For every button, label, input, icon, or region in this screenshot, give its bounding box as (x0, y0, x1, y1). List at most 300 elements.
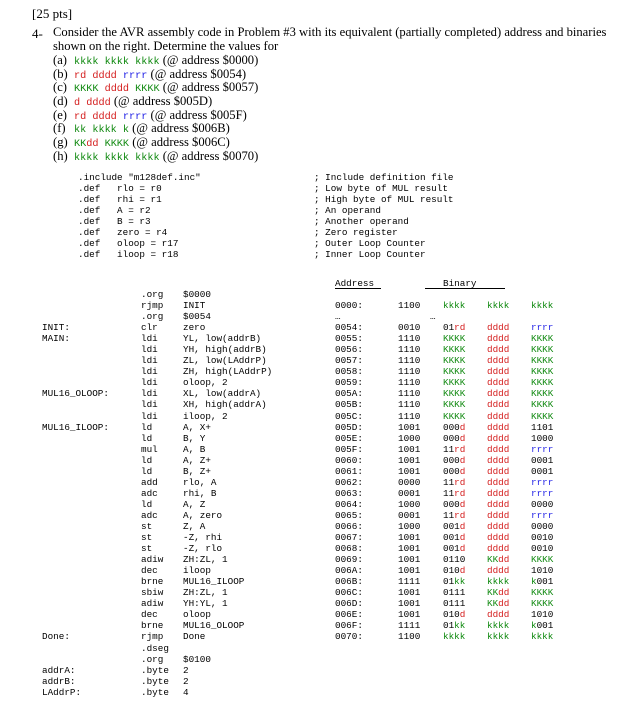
bit-segment: rrrr (531, 509, 554, 521)
address: 0000: (335, 300, 363, 312)
operands: YH, high(addrB) (183, 344, 267, 356)
instruction: clr (141, 322, 158, 334)
code-row (0, 311, 632, 322)
bit-segment: 1000 (398, 498, 421, 510)
question-part (53, 150, 258, 164)
binary-nibble (531, 344, 553, 355)
binary-nibble (398, 499, 420, 510)
bit-segment: 11 (443, 443, 455, 455)
code-row (0, 654, 632, 665)
binary-nibble (443, 587, 465, 598)
binary-nibble (487, 388, 509, 399)
binary-nibble (531, 609, 553, 620)
binary-nibble (443, 411, 465, 422)
instruction: st (141, 520, 153, 532)
binary-nibble (443, 499, 465, 510)
address: 005F: (335, 443, 363, 455)
bit-segment: d (459, 520, 466, 532)
directive-text: .def rlo = r0 (78, 183, 162, 195)
bit-segment: rd (454, 509, 466, 521)
instruction: ld (141, 454, 153, 466)
binary-nibble (487, 466, 509, 477)
bit-segment: KKKK (531, 399, 554, 411)
bit-segment: d (459, 465, 466, 477)
binary-nibble (531, 455, 553, 466)
code-row (0, 587, 632, 598)
question-part (53, 95, 258, 109)
operands: A, zero (183, 509, 223, 521)
bit-segment: 1001 (398, 554, 421, 566)
bit-segment: 000 (443, 465, 460, 477)
binary-nibble (487, 510, 509, 521)
bit-segment: 0001 (398, 509, 421, 521)
address: 006B: (335, 576, 363, 588)
bit-segment: KKKK (443, 377, 466, 389)
bit-segment: d (459, 565, 466, 577)
directive-text: .def iloop = r18 (78, 249, 179, 261)
code-row (0, 344, 632, 355)
binary-nibble (531, 422, 553, 433)
address: 0059: (335, 377, 363, 389)
bit-segment: dddd (487, 432, 510, 444)
binary-nibble (487, 477, 509, 488)
code-row (0, 643, 632, 654)
binary-nibble (531, 620, 553, 631)
operands: B, Z+ (183, 465, 211, 477)
comment-text: ; Zero register (314, 227, 398, 239)
part-bitfield (74, 71, 147, 82)
code-row (0, 444, 632, 455)
instruction: brne (141, 620, 164, 632)
bitfield-segment: dd (86, 139, 99, 151)
binary-nibble (531, 333, 553, 344)
operands: A, X+ (183, 421, 211, 433)
binary-nibble (443, 388, 465, 399)
bit-segment: KKKK (531, 388, 554, 400)
address: 005E: (335, 432, 363, 444)
bit-segment: kkkk (531, 631, 554, 643)
bitfield-segment: dddd (98, 84, 136, 96)
bit-segment: 0001 (531, 454, 554, 466)
code-row (0, 665, 632, 676)
binary-nibble (487, 366, 509, 377)
bit-segment: dddd (487, 322, 510, 334)
part-address: (@ address $005F) (147, 107, 247, 122)
binary-nibble (443, 631, 465, 642)
comment-text: ; Outer Loop Counter (314, 238, 426, 250)
instruction: ldi (141, 377, 158, 389)
binary-nibble (487, 377, 509, 388)
directive-text: .def A = r2 (78, 205, 151, 217)
instruction: ld (141, 432, 153, 444)
instruction: ld (141, 421, 153, 433)
address: 0058: (335, 366, 363, 378)
bit-segment: dddd (487, 443, 510, 455)
bit-segment: 01 (443, 576, 455, 588)
operands: $0100 (183, 653, 211, 665)
bit-segment: 0010 (531, 532, 554, 544)
bit-segment: KK (487, 598, 499, 610)
address: 0065: (335, 509, 363, 521)
code-label: addrA: (42, 664, 76, 676)
binary-nibble (443, 609, 465, 620)
binary-nibble (487, 344, 509, 355)
directive-text: .def oloop = r17 (78, 238, 179, 250)
operands: ZH:ZL, 1 (183, 587, 228, 599)
bit-segment: dddd (487, 609, 510, 621)
part-bitfield (74, 139, 129, 150)
part-label: (e) (53, 107, 67, 122)
binary-nibble (487, 565, 509, 576)
code-row (0, 620, 632, 631)
binary-nibble (487, 300, 509, 311)
code-row (0, 631, 632, 642)
binary-nibble (398, 377, 420, 388)
directive-text: .def rhi = r1 (78, 194, 162, 206)
instruction: adc (141, 509, 158, 521)
bitfield-segment: KK (74, 139, 87, 151)
binary-nibble (487, 543, 509, 554)
code-row (0, 477, 632, 488)
binary-nibble (487, 455, 509, 466)
bit-segment: 1100 (398, 300, 421, 312)
address: 006C: (335, 587, 363, 599)
binary-nibble (531, 554, 553, 565)
bitfield-segment: rd dddd (74, 70, 123, 82)
bit-segment: 001 (536, 620, 554, 632)
bit-segment: KKKK (531, 587, 554, 599)
address-header: Address (335, 278, 375, 289)
binary-nibble (487, 411, 509, 422)
address: 005B: (335, 399, 363, 411)
code-row (0, 565, 632, 576)
binary-nibble (487, 532, 509, 543)
instruction: add (141, 476, 158, 488)
bit-segment: dddd (487, 355, 510, 367)
bit-segment: kkkk (531, 300, 554, 312)
bit-segment: k (531, 576, 537, 588)
binary-nibble (487, 399, 509, 410)
binary-nibble (398, 422, 420, 433)
code-label: LAddrP: (42, 686, 82, 698)
binary-nibble (398, 455, 420, 466)
question-number: 4- (32, 26, 43, 41)
instruction: mul (141, 443, 158, 455)
bit-segment: d (459, 532, 466, 544)
assembly-listing (0, 289, 632, 698)
comment-text: ; Include definition file (314, 172, 454, 183)
operands: oloop, 2 (183, 377, 228, 389)
code-row (0, 687, 632, 698)
bit-segment: 0000 (531, 520, 554, 532)
instruction: .org (141, 289, 164, 300)
binary-nibble (398, 587, 420, 598)
code-row (0, 488, 632, 499)
bit-segment: dddd (487, 333, 510, 345)
part-label: (b) (53, 66, 68, 81)
binary-nibble (487, 499, 509, 510)
bit-segment: 1110 (398, 377, 421, 389)
binary-nibble (531, 543, 553, 554)
code-row (0, 499, 632, 510)
question-text: Consider the AVR assembly code in Problem #3 with its equivalent (partially completed) address and binaries shown on the right. Determine the values for (53, 25, 607, 53)
bit-segment: dddd (487, 377, 510, 389)
address: 0063: (335, 487, 363, 499)
bit-segment: 001 (536, 576, 554, 588)
binary-nibble (531, 576, 553, 587)
code-row (0, 388, 632, 399)
bit-segment: 001 (443, 520, 460, 532)
instruction: .dseg (141, 642, 169, 654)
bit-segment: d (459, 498, 466, 510)
binary-nibble (531, 322, 553, 333)
address: 0057: (335, 355, 363, 367)
binary-nibble (531, 411, 553, 422)
code-row (0, 598, 632, 609)
address: 006E: (335, 609, 363, 621)
instruction: .byte (141, 686, 169, 698)
binary-nibble (487, 598, 509, 609)
binary-nibble (398, 433, 420, 444)
operands: XH, high(addrA) (183, 399, 267, 411)
bit-segment: rd (454, 476, 466, 488)
bit-segment: 1010 (531, 609, 554, 621)
bit-segment: 1000 (398, 520, 421, 532)
binary-nibble (398, 411, 420, 422)
bit-segment: 000 (443, 498, 460, 510)
bit-segment: KKKK (443, 399, 466, 411)
address: 0061: (335, 465, 363, 477)
code-row (0, 521, 632, 532)
address: 0056: (335, 344, 363, 356)
bit-segment: 0111 (443, 587, 466, 599)
bit-segment: dddd (487, 520, 510, 532)
binary-nibble (531, 433, 553, 444)
question-part (53, 136, 258, 150)
bit-segment: 0110 (443, 554, 466, 566)
instruction: .org (141, 311, 164, 323)
bit-segment: 01 (443, 620, 455, 632)
bit-segment: 1000 (398, 432, 421, 444)
code-row (0, 322, 632, 333)
question-part (53, 81, 258, 95)
code-row (0, 609, 632, 620)
instruction: ld (141, 465, 153, 477)
binary-nibble (531, 466, 553, 477)
address: 0064: (335, 498, 363, 510)
binary-nibble (398, 355, 420, 366)
binary-nibble (443, 466, 465, 477)
bit-segment: 1110 (398, 355, 421, 367)
bitfield-segment: rd dddd (74, 111, 123, 123)
instruction: brne (141, 576, 164, 588)
binary-nibble (398, 532, 420, 543)
binary-nibble (398, 466, 420, 477)
bit-segment: 1110 (398, 410, 421, 422)
question-part (53, 122, 258, 136)
instruction: .byte (141, 675, 169, 687)
binary-nibble (443, 521, 465, 532)
address: 0068: (335, 543, 363, 555)
instruction: ldi (141, 355, 158, 367)
operands: oloop (183, 609, 211, 621)
binary-nibble (487, 322, 509, 333)
code-row (0, 466, 632, 477)
binary-nibble (487, 333, 509, 344)
binary-nibble (398, 477, 420, 488)
binary-nibble (443, 510, 465, 521)
binary-nibble (443, 598, 465, 609)
operands: iloop, 2 (183, 410, 228, 422)
binary-nibble (398, 631, 420, 642)
binary-nibble (531, 499, 553, 510)
operands: rlo, A (183, 476, 217, 488)
bit-segment: rrrr (531, 476, 554, 488)
operands: iloop (183, 565, 211, 577)
binary-nibble (443, 377, 465, 388)
comment-text: ; High byte of MUL result (314, 194, 454, 206)
binary-nibble (531, 355, 553, 366)
code-row (0, 411, 632, 422)
code-row (0, 455, 632, 466)
bit-segment: 1110 (398, 388, 421, 400)
bit-segment: dddd (487, 498, 510, 510)
bit-segment: d (459, 432, 466, 444)
code-row (0, 377, 632, 388)
bit-segment: KKKK (443, 388, 466, 400)
part-label: (c) (53, 80, 67, 95)
instruction: ldi (141, 333, 158, 345)
bit-segment: 1111 (398, 576, 421, 588)
bit-segment: 11 (443, 487, 455, 499)
instruction: dec (141, 609, 158, 621)
binary-nibble (443, 366, 465, 377)
bit-segment: KK (487, 587, 499, 599)
instruction: ld (141, 498, 153, 510)
binary-nibble (531, 366, 553, 377)
bit-segment: kk (454, 620, 466, 632)
bitfield-segment: KKKK (135, 84, 160, 96)
operands: A, B (183, 443, 206, 455)
operands: YL, low(addrB) (183, 333, 262, 345)
bit-segment: dddd (487, 565, 510, 577)
operands: rhi, B (183, 487, 217, 499)
bit-segment: KKKK (531, 554, 554, 566)
code-row (0, 289, 632, 300)
bit-segment: 1110 (398, 344, 421, 356)
bit-segment: 1110 (398, 333, 421, 345)
bit-segment: dddd (487, 344, 510, 356)
binary-nibble (398, 510, 420, 521)
bit-segment: KKKK (443, 355, 466, 367)
binary-nibble (398, 609, 420, 620)
address: 0055: (335, 333, 363, 345)
binary-nibble (443, 344, 465, 355)
operands: XL, low(addrA) (183, 388, 262, 400)
bit-segment: d (459, 609, 466, 621)
comment-text: ; An operand (314, 205, 381, 217)
instruction: ldi (141, 344, 158, 356)
address: 005A: (335, 388, 363, 400)
code-label: MUL16_OLOOP: (42, 388, 109, 400)
code-label: Done: (42, 631, 70, 643)
binary-nibble (443, 620, 465, 631)
bit-segment: 1010 (531, 565, 554, 577)
part-address: (@ address $0054) (147, 66, 247, 81)
bit-segment: KKKK (531, 377, 554, 389)
binary-nibble (398, 300, 420, 311)
binary-nibble (531, 598, 553, 609)
part-bitfield (74, 153, 160, 164)
binary-nibble (398, 388, 420, 399)
binary-nibble (487, 554, 509, 565)
binary-nibble (531, 565, 553, 576)
binary-nibble (487, 620, 509, 631)
bit-segment: d (459, 543, 466, 555)
operands: A, Z (183, 498, 206, 510)
binary-continuation: … (430, 311, 436, 323)
code-row (0, 422, 632, 433)
bit-segment: 1001 (398, 587, 421, 599)
binary-nibble (531, 399, 553, 410)
bit-segment: 1001 (398, 543, 421, 555)
bit-segment: dddd (487, 487, 510, 499)
comment-text: ; Inner Loop Counter (314, 249, 426, 261)
address: 005C: (335, 410, 363, 422)
question-part (53, 109, 258, 123)
bit-segment: kkkk (443, 300, 466, 312)
binary-nibble (443, 422, 465, 433)
points-label: [25 pts] (32, 6, 73, 21)
bit-segment: 1111 (398, 620, 421, 632)
bit-segment: dddd (487, 454, 510, 466)
binary-nibble (531, 631, 553, 642)
code-row (0, 554, 632, 565)
instruction: adiw (141, 554, 164, 566)
code-row (0, 333, 632, 344)
bit-segment: rrrr (531, 322, 554, 334)
binary-nibble (443, 455, 465, 466)
part-address: (@ address $006B) (129, 121, 230, 136)
binary-nibble (487, 444, 509, 455)
bit-segment: KKKK (531, 344, 554, 356)
bit-segment: dd (498, 587, 510, 599)
bit-segment: kkkk (487, 300, 510, 312)
bit-segment: 1100 (398, 631, 421, 643)
binary-nibble (443, 444, 465, 455)
bit-segment: 010 (443, 609, 460, 621)
bit-segment: 01 (443, 322, 455, 334)
bit-segment: dddd (487, 388, 510, 400)
binary-nibble (398, 333, 420, 344)
binary-nibble (398, 554, 420, 565)
code-label: addrB: (42, 675, 76, 687)
operands: -Z, rlo (183, 543, 223, 555)
bit-segment: 0010 (531, 543, 554, 555)
bit-segment: rd (454, 443, 466, 455)
binary-nibble (443, 300, 465, 311)
part-address: (@ address $0070) (159, 148, 259, 163)
instruction: st (141, 543, 153, 555)
operands: INIT (183, 300, 206, 312)
bit-segment: rrrr (531, 443, 554, 455)
binary-nibble (443, 477, 465, 488)
directive-text: .def zero = r4 (78, 227, 168, 239)
bit-segment: KKKK (443, 410, 466, 422)
binary-header: Binary (443, 278, 477, 289)
instruction: dec (141, 565, 158, 577)
part-address: (@ address $0057) (159, 80, 259, 95)
